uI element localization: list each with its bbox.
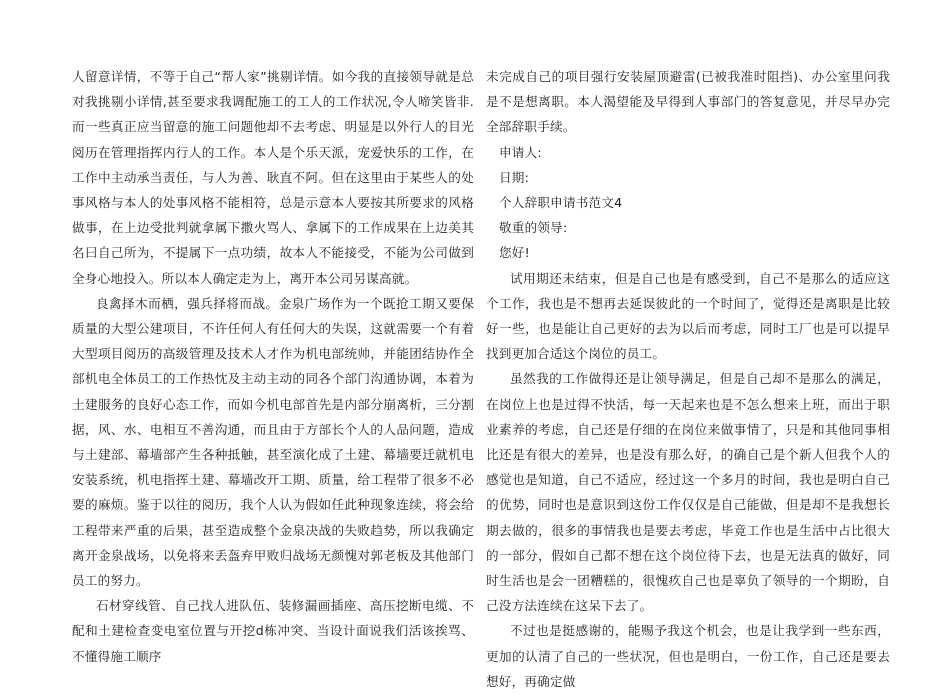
right-text-column bbox=[486, 64, 890, 694]
paragraph: 未完成自己的项目强行安装屋顶避雷(已被我准时阻挡)、办公室里问我是不是想离职。本人渴望能及早得到人事部门的答复意见，并尽早办完全部辞职手续。 bbox=[486, 69, 890, 135]
paragraph: 人留意详情，不等于自己“帮人家”挑剔详情。如今我的直接领导就是总对我挑剔小详情,甚至要求我调配施工的工人的工作状况,令人啼笑皆非.而一些真正应当留意的施工问题他却不去考虑、明显是以外行人的目光阅历在管理指挥内行人的工作。本人是个乐天派，宠爱快乐的工作，在工作中主动承当责任，与人为善、耿直不阿。但在这里由于某些人的处事风格与本人的处事风格不能相符，总是示意本人要按其所要求的风格做事，在上边受批判就拿属下撒火骂人、拿属下的工作成果在上边美其名曰自己所为，不提属下一点功绩，故本人不能接受，不能为公司做到全身心地投入。所以本人确定走为上，离开本公司另谋高就。 bbox=[72, 69, 474, 286]
paragraph: 试用期还未结束，但是自己也是有感受到，自己不是那么的适应这个工作，我也是不想再去延误彼此的一个时间了，觉得还是离职是比较好一些，也是能让自己更好的去为以后而考虑，同时工厂也是可以提早找到更加合适这个岗位的员工。 bbox=[486, 270, 890, 362]
section-heading: 个人辞职申请书范文4 bbox=[499, 195, 623, 211]
left-text-column bbox=[72, 64, 474, 669]
paragraph: 良禽择木而栖，强兵择将而战。金泉广场作为一个既抢工期又要保质量的大型公建项目，不许任何人有任何大的失误，这就需要一个有着大型项目阅历的高级管理及技术人才作为机电部统帅，并能团结协作全部机电全体员工的工作热忱及主动主动的同各个部门沟通协调，本着为土建服务的良好心态工作，而如今机电部首先是内部分崩离析，三分割据，风、水、电相互不善沟通，而且由于方部长个人的人品问题，造成与土建部、幕墙部产生各种抵触，甚至演化成了土建、幕墙要迁就机电安装系统，机电指挥土建、幕墙改开工期、质量，给工程带了很多不必要的麻烦。鉴于以往的阅历，我个人认为假如任此种现象连续，将会给工程带来严重的后果，甚至造成整个金泉决战的失败趋势，所以我确定离开金泉战场，以免将来丢盔弃甲败归战场无颜愧对郭老板及其他部门员工的努力。 bbox=[72, 295, 474, 589]
greeting: 您好! bbox=[499, 245, 530, 261]
date-label: 日期: bbox=[499, 169, 530, 185]
paragraph: 不过也是挺感谢的，能赐予我这个机会，也是让我学到一些东西，更加的认清了自己的一些状况，但也是明白，一份工作，自己还是要去想好，再确定做 bbox=[486, 623, 890, 689]
paragraph: 石材穿线管、自己找人进队伍、装修漏画插座、高压挖断电缆、不配和土建检查变电室位置与开挖d栋冲突、当设计面说我们活该挨骂、不懂得施工顺序 bbox=[72, 598, 474, 664]
applicant-label: 申请人: bbox=[499, 144, 542, 160]
paragraph: 虽然我的工作做得还是让领导满足，但是自己却不是那么的满足，在岗位上也是过得不快活，每一天起来也是不怎么想来上班，而出于职业素养的考虑，自己还是仔细的在岗位来做事情了，只是和其他同事相比还是有很大的差异，也是没有那么好，的确自己是个新人但我个人的感觉也是知道，自己不适应，经过这一个多月的时间，我也是明白自己的优势，同时也是意识到这份工作仅仅是自己能做，但是却不是我想长期去做的，很多的事情我也是要去考虑，毕竟工作也是生活中占比很大的一部分，假如自己都不想在这个岗位待下去，也是无法真的做好，同时生活也是会一团糟糕的，很愧疚自己也是辜负了领导的一个期盼，自己没方法连续在这呆下去了。 bbox=[486, 371, 890, 614]
salutation: 敬重的领导: bbox=[499, 220, 568, 236]
